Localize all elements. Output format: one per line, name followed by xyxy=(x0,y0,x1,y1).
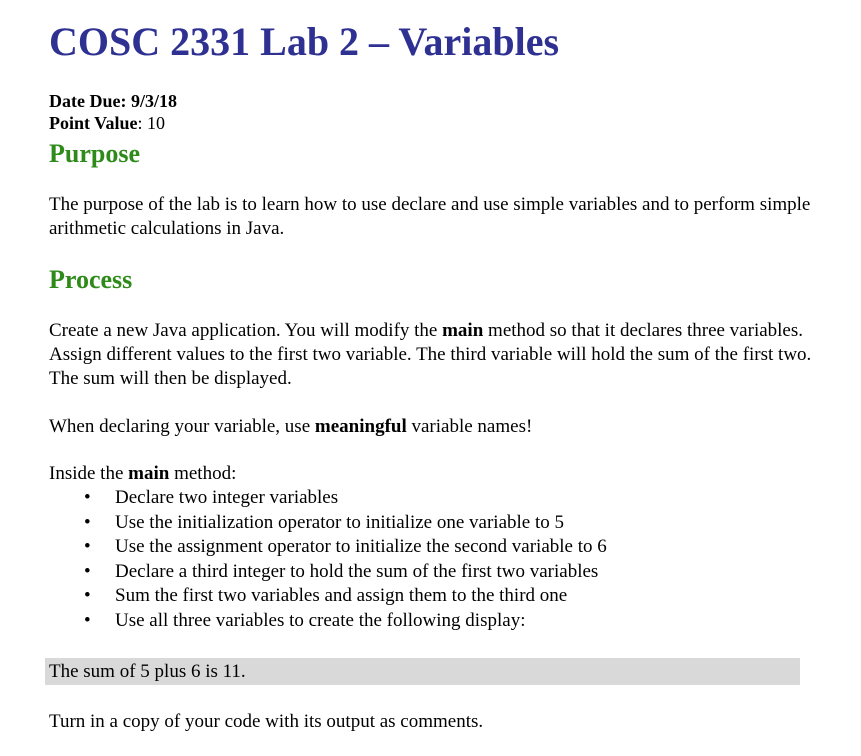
list-item xyxy=(49,486,607,511)
process-p1-start: Create a new Java application. You will modify the xyxy=(49,320,443,341)
list-item xyxy=(49,511,607,536)
process-p3-start: Inside the xyxy=(49,463,129,484)
instruction-list xyxy=(49,486,607,633)
process-p2-start: When declaring your variable, use xyxy=(49,416,315,437)
list-item-text: Sum the first two variables and assign them to the third one xyxy=(115,585,568,606)
bullet-icon: • xyxy=(84,487,91,508)
bullet-icon: • xyxy=(84,511,91,533)
list-item-text: Use the assignment operator to initialize the second variable to 6 xyxy=(115,536,607,557)
process-paragraph-2 xyxy=(49,415,829,439)
process-p2-end: variable names! xyxy=(406,416,533,437)
closing-instruction: Turn in a copy of your code with its output as comments. xyxy=(49,711,484,732)
process-p1-bold: main xyxy=(442,320,484,341)
list-item-text: Declare two integer variables xyxy=(115,487,339,508)
point-value-label: Point Value xyxy=(49,113,138,133)
point-value xyxy=(49,112,165,134)
list-item-text: Declare a third integer to hold the sum of the first two variables xyxy=(115,560,599,582)
bullet-icon: • xyxy=(84,585,91,606)
purpose-text: The purpose of the lab is to learn how to use declare and use simple variables and to perform simple arithmetic calculations in Java. xyxy=(49,194,811,239)
purpose-heading: Purpose xyxy=(49,139,140,168)
document-title: COSC 2331 Lab 2 – Variables xyxy=(49,19,560,64)
point-value-number: : 10 xyxy=(137,113,166,133)
list-item xyxy=(49,584,607,609)
process-p3-bold: main xyxy=(128,463,170,484)
list-item-text: Use the initialization operator to initialize one variable to 5 xyxy=(115,511,564,533)
date-due xyxy=(49,90,177,112)
process-heading: Process xyxy=(49,265,133,294)
list-item-text: Use all three variables to create the following display: xyxy=(115,609,526,631)
process-p3-end: method: xyxy=(169,463,237,484)
list-item xyxy=(49,560,607,585)
process-p1-end: method so that it declares three variables. Assign different values to the first two variable. The third variable will hold the sum of the first two. The sum will then be displayed. xyxy=(49,320,812,389)
bullet-icon: • xyxy=(84,609,91,631)
list-item xyxy=(49,535,607,560)
process-paragraph-1 xyxy=(49,319,829,391)
bullet-icon: • xyxy=(84,560,91,582)
process-p2-bold: meaningful xyxy=(314,416,407,437)
list-item xyxy=(49,609,607,634)
sample-output: The sum of 5 plus 6 is 11. xyxy=(45,658,800,685)
date-due-label: Date Due: 9/3/18 xyxy=(49,91,177,111)
bullet-icon: • xyxy=(84,536,91,557)
process-paragraph-3 xyxy=(49,462,829,486)
